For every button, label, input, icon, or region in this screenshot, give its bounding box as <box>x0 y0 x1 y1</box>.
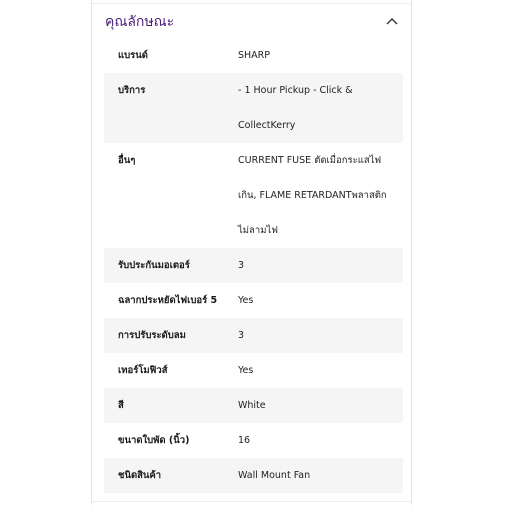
spec-label: ขนาดใบพัด (นิ้ว) <box>118 435 190 446</box>
divider <box>92 501 411 502</box>
divider <box>92 3 411 4</box>
spec-label: อื่นๆ <box>118 155 136 166</box>
spec-label: รับประกันมอเตอร์ <box>118 260 190 271</box>
spec-value <box>238 248 403 283</box>
spec-label: สี <box>118 400 124 411</box>
spec-value-line: Yes <box>238 295 254 306</box>
spec-label: ฉลากประหยัดไฟเบอร์ 5 <box>118 295 218 306</box>
chevron-up-icon[interactable] <box>385 16 399 26</box>
spec-value <box>238 353 403 388</box>
spec-label: ชนิดสินค้า <box>118 470 162 481</box>
spec-value-line: - 1 Hour Pickup - Click & <box>238 85 353 96</box>
spec-label: บริการ <box>118 85 146 96</box>
spec-value <box>238 423 403 458</box>
spec-value-line: 3 <box>238 260 245 271</box>
spec-value-line: SHARP <box>238 50 271 61</box>
spec-row <box>104 318 403 353</box>
spec-value <box>238 283 403 318</box>
section-title: คุณลักษณะ <box>105 14 175 30</box>
spec-value-line: 3 <box>238 330 245 341</box>
spec-row <box>104 353 403 388</box>
spec-row <box>104 143 403 248</box>
spec-row <box>104 73 403 143</box>
spec-row <box>104 248 403 283</box>
spec-value <box>238 318 403 353</box>
spec-value-line: Yes <box>238 365 254 376</box>
spec-value <box>238 143 403 248</box>
spec-label: เทอร์โมฟิวส์ <box>118 365 168 376</box>
spec-row <box>104 458 403 493</box>
spec-value-line: เกิน, FLAME RETARDANTพลาสติก <box>238 190 387 201</box>
specifications-panel <box>91 0 412 505</box>
spec-value-line: ไม่ลามไฟ <box>238 225 278 236</box>
spec-row <box>104 388 403 423</box>
spec-value <box>238 388 403 423</box>
specifications-list <box>104 38 403 493</box>
specifications-header[interactable] <box>92 5 411 37</box>
spec-value <box>238 73 403 143</box>
spec-value <box>238 458 403 493</box>
spec-value-line: CollectKerry <box>238 120 296 131</box>
spec-value-line: White <box>238 400 266 411</box>
spec-label: การปรับระดับลม <box>118 330 186 341</box>
spec-label: แบรนด์ <box>118 50 148 61</box>
spec-row <box>104 38 403 73</box>
spec-value <box>238 38 403 73</box>
spec-value-line: Wall Mount Fan <box>238 470 311 481</box>
spec-row <box>104 423 403 458</box>
spec-row <box>104 283 403 318</box>
spec-value-line: 16 <box>238 435 251 446</box>
spec-value-line: CURRENT FUSE ตัดเมื่อกระแสไฟ <box>238 155 382 166</box>
